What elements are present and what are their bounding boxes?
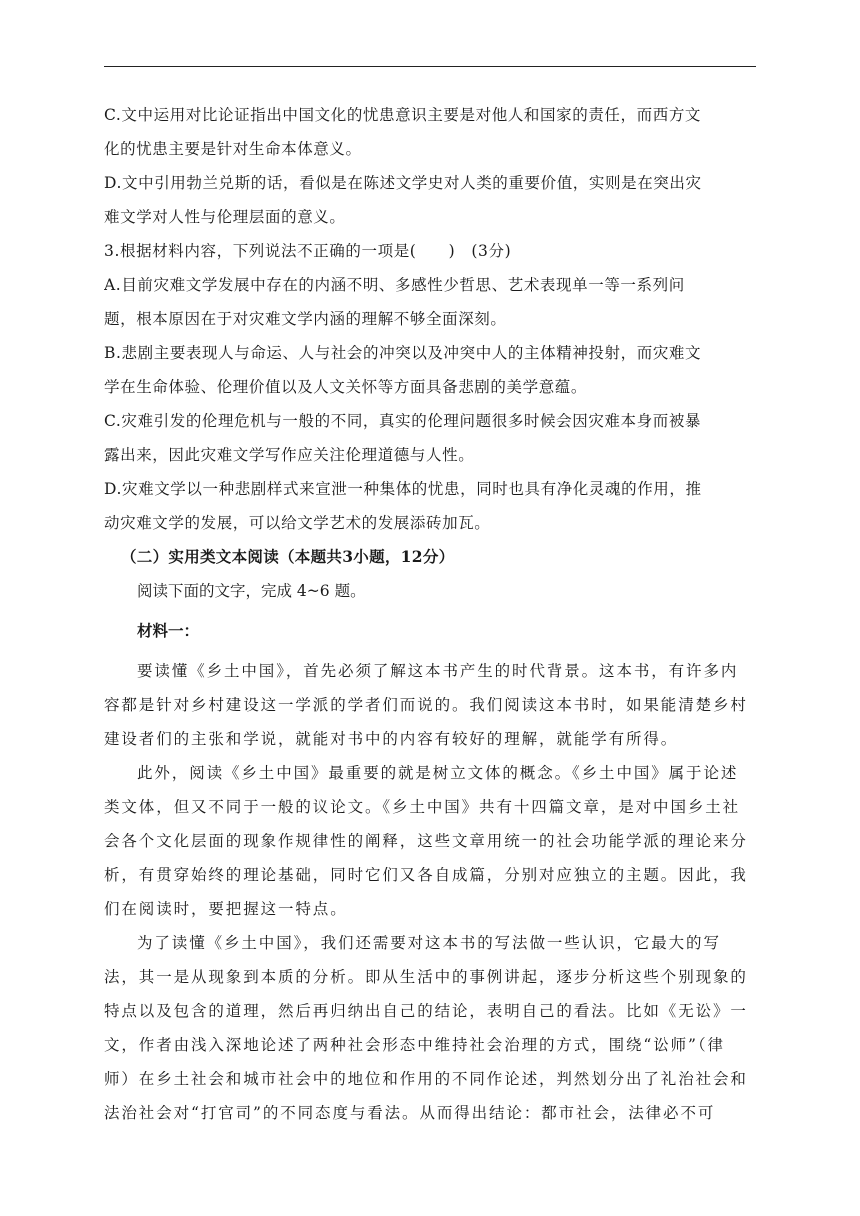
section-title: （二）实用类文本阅读（本题共3小题，12分） bbox=[121, 547, 455, 566]
text-line: 化的忧患主要是针对生命本体意义。 bbox=[104, 140, 362, 158]
paragraph-2 bbox=[104, 756, 760, 926]
option-c: C.灾难引发的伦理危机与一般的不同，真实的伦理问题很多时候会因灾难本身而被暴 bbox=[104, 412, 702, 430]
text-line: D.文中引用勃兰兑斯的话，看似是在陈述文学史对人类的重要价值，实则是在突出灾 bbox=[104, 174, 702, 192]
material-label: 材料一： bbox=[137, 621, 200, 640]
text-line: 要读懂《乡土中国》，首先必须了解这本书产生的时代背景。这本书，有许多内 bbox=[137, 662, 739, 680]
text-line: 析，有贯穿始终的理论基础，同时它们又各自成篇，分别对应独立的主题。因此，我 bbox=[104, 866, 748, 884]
paragraph-3 bbox=[104, 926, 760, 1130]
paragraph-1 bbox=[104, 654, 760, 756]
option-a: A.目前灾难文学发展中存在的内涵不明、多感性少哲思、艺术表现单一等一系列问 bbox=[104, 276, 685, 294]
option-d: D.灾难文学以一种悲剧样式来宣泄一种集体的忧患，同时也具有净化灵魂的作用，推 bbox=[104, 480, 702, 498]
document-body bbox=[104, 98, 760, 1130]
text-line: 容都是针对乡村建设这一学派的学者们而说的。我们阅读这本书时，如果能清楚乡村 bbox=[104, 696, 748, 714]
instruction-text: 阅读下面的文字，完成 4~6 题。 bbox=[137, 582, 366, 600]
text-line: C.文中运用对比论证指出中国文化的忧患意识主要是对他人和国家的责任，而西方文 bbox=[104, 106, 702, 124]
text-line: 特点以及包含的道理，然后再归纳出自己的结论，表明自己的看法。比如《无讼》一 bbox=[104, 1002, 748, 1020]
text-line: 露出来，因此灾难文学写作应关注伦理道德与人性。 bbox=[104, 446, 475, 464]
text-line: 为了读懂《乡土中国》，我们还需要对这本书的写法做一些认识，它最大的写 bbox=[137, 934, 721, 952]
header-rule bbox=[104, 66, 756, 67]
question-options-block bbox=[104, 98, 760, 540]
text-line: 难文学对人性与伦理层面的意义。 bbox=[104, 208, 346, 226]
option-b: B.悲剧主要表现人与命运、人与社会的冲突以及冲突中人的主体精神投射，而灾难文 bbox=[104, 344, 702, 362]
text-line: 文，作者由浅入深地论述了两种社会形态中维持社会治理的方式，围绕“讼师”（律 bbox=[104, 1036, 725, 1054]
text-line: 动灾难文学的发展，可以给文学艺术的发展添砖加瓦。 bbox=[104, 514, 491, 532]
text-line: 题，根本原因在于对灾难文学内涵的理解不够全面深刻。 bbox=[104, 310, 507, 328]
text-line: 法，其一是从现象到本质的分析。即从生活中的事例讲起，逐步分析这些个别现象的 bbox=[104, 968, 748, 986]
text-line: 此外，阅读《乡土中国》最重要的就是树立文体的概念。《乡土中国》属于论述 bbox=[137, 764, 739, 782]
text-line: 法治社会对“打官司”的不同态度与看法。从而得出结论：都市社会，法律必不可 bbox=[104, 1104, 716, 1122]
text-line: 们在阅读时，要把握这一特点。 bbox=[104, 900, 348, 918]
text-line: 建设者们的主张和学说，就能对书中的内容有较好的理解，就能学有所得。 bbox=[104, 730, 679, 748]
text-line: 学在生命体验、伦理价值以及人文关怀等方面具备悲剧的美学意蕴。 bbox=[104, 378, 588, 396]
text-line: 师）在乡土社会和城市社会中的地位和作用的不同作论述，判然划分出了礼治社会和 bbox=[104, 1070, 748, 1088]
question-3-stem: 3.根据材料内容，下列说法不正确的一项是( ) (3分) bbox=[104, 242, 512, 260]
text-line: 类文体，但又不同于一般的议论文。《乡土中国》共有十四篇文章，是对中国乡土社 bbox=[104, 798, 741, 816]
text-line: 会各个文化层面的现象作规律性的阐释，这些文章用统一的社会功能学派的理论来分 bbox=[104, 832, 748, 850]
